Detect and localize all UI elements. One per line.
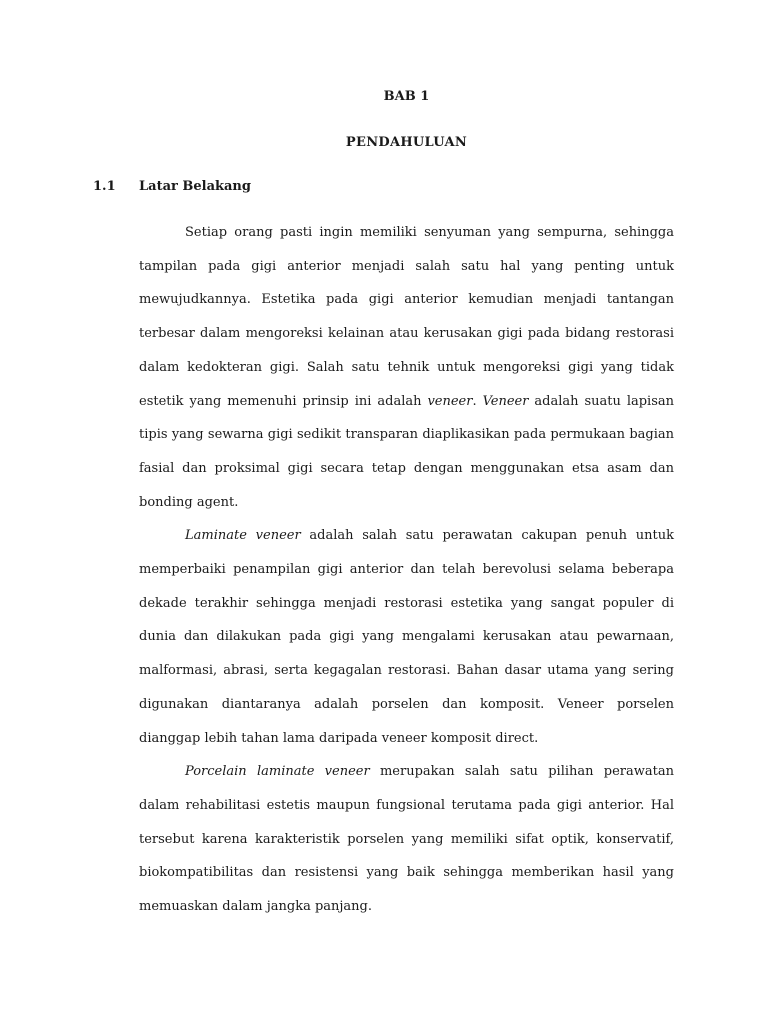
paragraph-text: adalah salah satu perawatan cakupan penuh untuk memperbaiki penampilan gigi anterior dan telah berevolusi selama beberapa dekade terakhir sehingga menjadi restorasi estetika yang sangat populer di dunia dan dilakukan pada gigi yang mengalami kerusakan atau pewarnaan, malformasi, abrasi, serta kegagalan restorasi. Bahan dasar utama yang sering digunakan diantaranya adalah porselen dan komposit. Veneer porselen dianggap lebih tahan lama daripada veneer komposit direct. [139,528,674,746]
paragraph-3 [139,755,674,924]
paragraph-1 [139,216,674,519]
italic-term: Porcelain laminate veneer [185,764,370,780]
paragraph-2 [139,519,674,755]
section-heading [93,179,251,194]
section-title: Latar Belakang [139,179,251,194]
italic-term: Laminate veneer [185,528,301,544]
italic-term: Veneer [482,393,529,409]
paragraph-text: . [472,393,483,409]
chapter-number: BAB 1 [383,89,430,104]
chapter-title: PENDAHULUAN [345,135,468,150]
section-number: 1.1 [93,179,116,194]
paragraph-text: Setiap orang pasti ingin memiliki senyuman yang sempurna, sehingga tampilan pada gigi anterior menjadi salah satu hal yang penting untuk mewujudkannya. Estetika pada gigi anterior kemudian menjadi tantangan terbesar dalam mengoreksi kelainan atau kerusakan gigi pada bidang restorasi dalam kedokteran gigi. Salah satu tehnik untuk mengoreksi gigi yang tidak estetik yang memenuhi prinsip ini adalah [139,225,674,409]
paragraph-text: merupakan salah satu pilihan perawatan dalam rehabilitasi estetis maupun fungsional terutama pada gigi anterior. Hal tersebut karena karakteristik porselen yang memiliki sifat optik, konservatif, biokompatibilitas dan resistensi yang baik sehingga memberikan hasil yang memuaskan dalam jangka panjang. [139,764,674,915]
italic-term: veneer [427,393,473,409]
paragraph-text: adalah suatu lapisan tipis yang sewarna gigi sedikit transparan diaplikasikan pada permukaan bagian fasial dan proksimal gigi secara tetap dengan menggunakan etsa asam dan bonding agent. [139,393,675,510]
body-text [139,216,674,924]
